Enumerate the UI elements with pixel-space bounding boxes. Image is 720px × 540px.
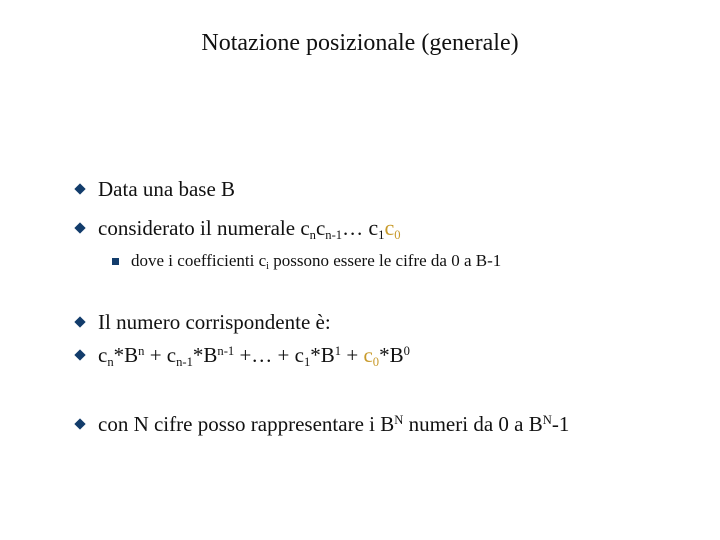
bullet-diamond-icon [74,418,85,429]
sub-bullet-square-icon [112,258,119,265]
digit-symbol: c [368,215,379,240]
subscript: n-1 [176,354,193,369]
coefficients-rest: possono essere le cifre da 0 a B-1 [269,251,502,270]
subscript: n [107,354,114,369]
formula-term: *B [379,343,404,367]
formula-term: c [98,343,108,367]
formula-term: +… + c [234,343,304,367]
bullet-diamond-icon [74,349,85,360]
bullet-cifre [98,411,569,437]
numerale-text: considerato il numerale c [98,216,310,240]
sub-bullet-coefficients [131,250,501,272]
subscript: n-1 [325,227,343,242]
bullet-base: Data una base B [98,177,236,201]
formula-term: + [341,343,364,367]
digit-symbol-highlight: c [384,215,395,240]
cifre-text: -1 [551,412,570,436]
slide-title: Notazione posizionale (generale) [201,30,519,56]
bullet-numero: Il numero corrispondente è: [98,310,331,334]
formula-term: + c [144,343,177,367]
cifre-text: numeri da 0 a B [403,412,543,436]
superscript: n [138,344,145,359]
subscript: 1 [303,354,311,369]
bullet-formula [98,342,410,368]
bullet-numerale [98,215,401,241]
superscript: n-1 [217,344,235,359]
superscript: N [394,413,404,428]
bullet-diamond-icon [74,316,85,327]
superscript: 0 [403,344,410,359]
subscript: n [309,227,316,242]
subscript: i [266,261,269,273]
bullet-diamond-icon [74,222,85,233]
subscript-highlight: 0 [394,227,401,242]
digit-symbol: c [315,216,326,240]
formula-term: *B [310,343,335,367]
bullet-diamond-icon [74,183,85,194]
ellipsis: … [342,216,369,240]
superscript: 1 [334,344,342,359]
cifre-text: con N cifre posso rappresentare i B [98,412,395,436]
coefficients-text: dove i coefficienti c [131,251,267,270]
subscript: 1 [378,227,385,242]
formula-term: *B [192,343,218,367]
formula-term: *B [113,343,139,367]
superscript: N [542,413,552,428]
formula-term-highlight: c [363,343,373,367]
subscript-highlight: 0 [372,354,380,369]
